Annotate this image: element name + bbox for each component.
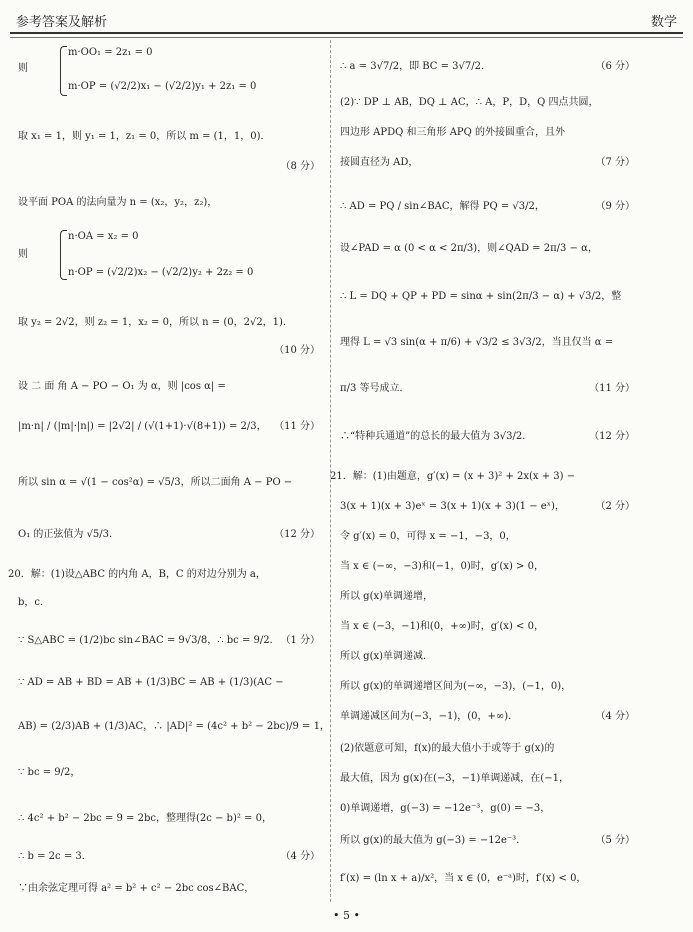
text-line: 当 x ∈ (−∞，−3)和(−1，0)时，g′(x) > 0， xyxy=(340,561,544,572)
page-header xyxy=(10,6,683,34)
score-label: （4 分） xyxy=(280,851,320,862)
text-line: 所以 g(x)单调递减． xyxy=(340,651,434,662)
text-line: 当 x ∈ (−3，−1)和(0，+∞)时，g′(x) < 0， xyxy=(340,621,544,632)
text-line: 设平面 POA 的法向量为 n = (x₂，y₂，z₂)， xyxy=(18,197,218,208)
score-label: （11 分） xyxy=(274,421,320,432)
text-line: 设 二 面 角 A − PO − O₁ 为 α，则 |cos α| = xyxy=(18,381,226,392)
text-line: 取 x₁ = 1，则 y₁ = 1，z₁ = 0，所以 m = (1，1，0)． xyxy=(18,131,271,142)
problem-20-heading: 20．解：(1)设△ABC 的内角 A，B，C 的对边分别为 a， xyxy=(8,569,266,580)
equation-line: 理得 L = √3 sin(α + π/6) + √3/2 ≤ 3√3/2，当且仅当 α = xyxy=(340,337,614,348)
equation-line: 3(x + 1)(x + 3)eˣ = 3(x + 1)(x + 3)(1 − eˣ)， xyxy=(340,501,565,512)
score-label: （12 分） xyxy=(274,529,320,540)
text-line: (2)∵ DP ⊥ AB，DQ ⊥ AC，∴ A，P，D，Q 四点共圆， xyxy=(340,97,599,108)
equation-line: ∴ b = 2c = 3． xyxy=(18,851,92,862)
text-line: 所以 g(x)的最大值为 g(−3) = −12e⁻³． xyxy=(340,835,527,846)
equation-line: ∴ L = DQ + QP + PD = sinα + sin(2π/3 − α) + √3/2，整 xyxy=(340,291,622,302)
text-line: 四边形 APDQ 和三角形 APQ 的外接圆重合，且外 xyxy=(340,127,566,138)
text-line: ∴“特种兵通道”的总长的最大值为 3√3/2． xyxy=(340,431,533,442)
equation-line: m·OO₁ = 2z₁ = 0 xyxy=(68,47,153,58)
text-line: (2)依题意可知，f(x)的最大值小于或等于 g(x)的 xyxy=(340,743,555,754)
text-line: 则 xyxy=(18,249,28,260)
text-line: 最大值，因为 g(x)在(−3，−1)单调递减，在(−1， xyxy=(340,773,569,784)
equation-line: n·OP = (√2/2)x₂ − (√2/2)y₂ + 2z₂ = 0 xyxy=(68,267,254,278)
equation-line: ∵ bc = 9/2， xyxy=(18,767,81,778)
header-doc-title: 参考答案及解析 xyxy=(16,15,108,30)
score-label: （4 分） xyxy=(595,711,635,722)
text-line: 0)单调递增，g(−3) = −12e⁻³，g(0) = −3， xyxy=(340,803,551,814)
text-line: π/3 等号成立． xyxy=(340,383,410,394)
page-number: • 5 • xyxy=(333,909,360,922)
equation-line: |m·n| / (|m|·|n|) = |2√2| / (√(1+1)·√(8+1)) = 2/3， xyxy=(18,421,267,432)
equation-line: AB) = (2/3)AB + (1/3)AC，∴ |AD|² = (4c² + b² − 2bc)/9 = 1， xyxy=(18,721,330,732)
equation-line: ∵ AD = AB + BD = AB + (1/3)BC = AB + (1/3)(AC − xyxy=(18,677,284,688)
equation-line: ∵ S△ABC = (1/2)bc sin∠BAC = 9√3/8，∴ bc = 9/2． xyxy=(18,635,280,646)
header-subject: 数学 xyxy=(650,15,677,30)
equation-line: m·OP = (√2/2)x₁ − (√2/2)y₁ + 2z₁ = 0 xyxy=(68,81,257,92)
text-line: O₁ 的正弦值为 √5/3． xyxy=(18,529,120,540)
problem-21-heading: 21．解：(1)由题意，g′(x) = (x + 3)² + 2x(x + 3) − xyxy=(330,471,576,482)
text-line: 所以 g(x)的单调递增区间为(−∞，−3)，(−1，0)， xyxy=(340,681,572,692)
text-line: 则 xyxy=(18,63,28,74)
score-label: （2 分） xyxy=(595,501,635,512)
equation-line: ∴ a = 3√7/2，即 BC = 3√7/2． xyxy=(340,61,491,72)
score-label: （10 分） xyxy=(274,345,320,356)
equation-line: ∴ 4c² + b² − 2bc = 9 = 2bc，整理得(2c − b)² = 0， xyxy=(18,813,272,824)
text-line: 所以 g(x)单调递增， xyxy=(340,591,434,602)
text-line: 令 g′(x) = 0，可得 x = −1，−3，0， xyxy=(340,531,516,542)
text-line: 取 y₂ = 2√2，则 z₂ = 1，x₂ = 0，所以 n = (0，2√2，1)． xyxy=(18,317,293,328)
equation-line: 设∠PAD = α (0 < α < 2π/3)，则∠QAD = 2π/3 − α， xyxy=(340,243,598,254)
score-label: （6 分） xyxy=(595,61,635,72)
text-line: 所以 sin α = √(1 − cos²α) = √5/3，所以二面角 A − PO − xyxy=(18,477,293,488)
score-label: （9 分） xyxy=(595,201,635,212)
score-label: （12 分） xyxy=(589,431,635,442)
equation-line: f′(x) = (ln x + a)/x²，当 x ∈ (0，e⁻ᵃ)时，f′(x) < 0， xyxy=(340,873,587,884)
equation-line: ∴ AD = PQ / sin∠BAC，解得 PQ = √3/2， xyxy=(340,201,545,212)
text-line: 单调递减区间为(−3，−1)，(0，+∞)． xyxy=(340,711,519,722)
text-line: b，c． xyxy=(18,597,51,608)
score-label: （1 分） xyxy=(280,635,320,646)
score-label: （7 分） xyxy=(595,157,635,168)
equation-line: ∵由余弦定理可得 a² = b² + c² − 2bc cos∠BAC， xyxy=(18,883,255,894)
score-label: （8 分） xyxy=(280,161,320,172)
header-divider xyxy=(10,37,683,38)
score-label: （11 分） xyxy=(589,383,635,394)
text-line: 接圆直径为 AD， xyxy=(340,157,419,168)
equation-line: n·OA = x₂ = 0 xyxy=(68,231,139,242)
score-label: （5 分） xyxy=(595,835,635,846)
